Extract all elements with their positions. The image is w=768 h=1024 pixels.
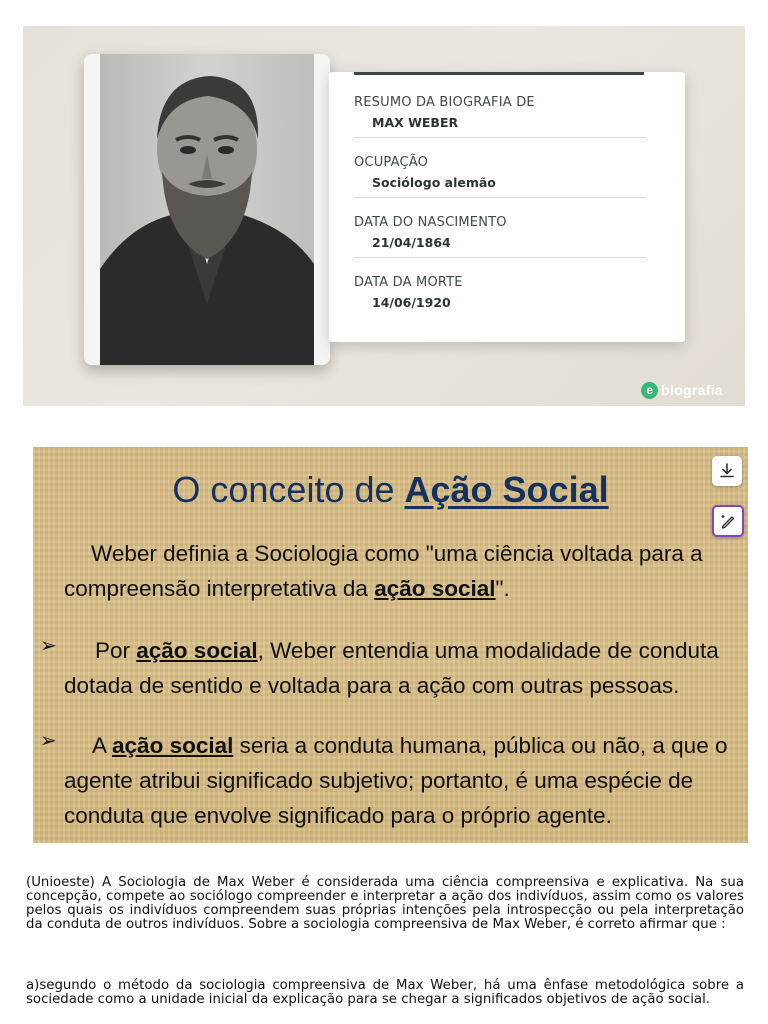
slide-text: Por [95,638,137,663]
bio-row-birth [354,198,646,258]
slide-text: A [92,733,113,758]
bio-value: 21/04/1864 [372,235,451,250]
slide-text: conduta que envolve significado para o próprio agente. [64,803,612,828]
edit-image-button[interactable] [712,505,744,537]
bio-label: OCUPAÇÃO [354,155,429,170]
bio-label: DATA DO NASCIMENTO [354,215,507,230]
ebiografia-logo [641,381,723,399]
bio-row-occupation [354,138,646,198]
slide-text: compreensão interpretativa da [64,576,375,601]
question-text: (Unioeste) A Sociologia de Max Weber é considerada uma ciência compreensiva e explicativa. Na sua concepção, compete ao sociólogo compreender e interpretar a ação dos indivíduos, assim como os valores pelos quais os indivíduos compreendem suas próprias intenções pela introspecção ou pela interpretação da conduta de outros indivíduos. Sobre a sociologia compreensiva de Max Weber, é correto afirmar que : [26,875,744,932]
portrait-illustration [100,54,314,365]
acao-social-slide-image [33,447,748,843]
slide-text: ". [495,576,510,601]
portrait-photo [84,54,330,365]
slide-emphasis: ação social [136,638,258,663]
panel-top-bar [354,72,644,75]
bio-value: 14/06/1920 [372,295,451,310]
slide-line [64,763,727,798]
slide-line [64,798,727,833]
download-image-button[interactable] [712,456,742,486]
slide-paragraph-3 [64,728,727,833]
bio-row-name [354,78,646,138]
bullet-arrow-icon: ➢ [40,635,57,657]
slide-paragraph-2 [64,633,719,703]
slide-emphasis: ação social [112,733,234,758]
slide-line [64,728,727,763]
slide-paragraph-1 [64,536,703,606]
slide-text: Weber definia a Sociologia como "uma ciência voltada para a [91,541,703,566]
biography-card-image [23,26,745,406]
bio-label: DATA DA MORTE [354,275,463,290]
slide-line [64,571,703,606]
slide-line [64,633,719,668]
bullet-arrow-icon: ➢ [40,730,57,752]
slide-emphasis: ação social [374,576,496,601]
slide-text: dotada de sentido e voltada para a ação com outras pessoas. [64,673,680,698]
slide-text: seria a conduta humana, pública ou não, a que o [233,733,728,758]
logo-letter: e [641,382,658,399]
download-icon [718,462,736,480]
slide-line [64,536,703,571]
option-a-text: a)segundo o método da sociologia compreensiva de Max Weber, há uma ênfase metodológica sobre a sociedade como a unidade inicial da explicação para se chegar a significados objetivos de ação social. [26,978,744,1007]
slide-title-emphasis: Ação Social [404,469,609,510]
bio-label: RESUMO DA BIOGRAFIA DE [354,95,535,110]
slide-title [33,469,748,511]
bio-row-death [354,258,646,317]
bio-value: Sociólogo alemão [372,175,496,190]
slide-line [64,668,719,703]
logo-name: biografia [661,382,723,398]
slide-title-prefix: O conceito de [172,469,405,510]
slide-text: , Weber entendia uma modalidade de conduta [257,638,719,663]
biography-summary-panel [329,72,685,342]
bio-value: MAX WEBER [372,115,459,130]
slide-text: agente atribui significado subjetivo; portanto, é uma espécie de [64,768,694,793]
pen-sparkle-icon [719,512,737,530]
